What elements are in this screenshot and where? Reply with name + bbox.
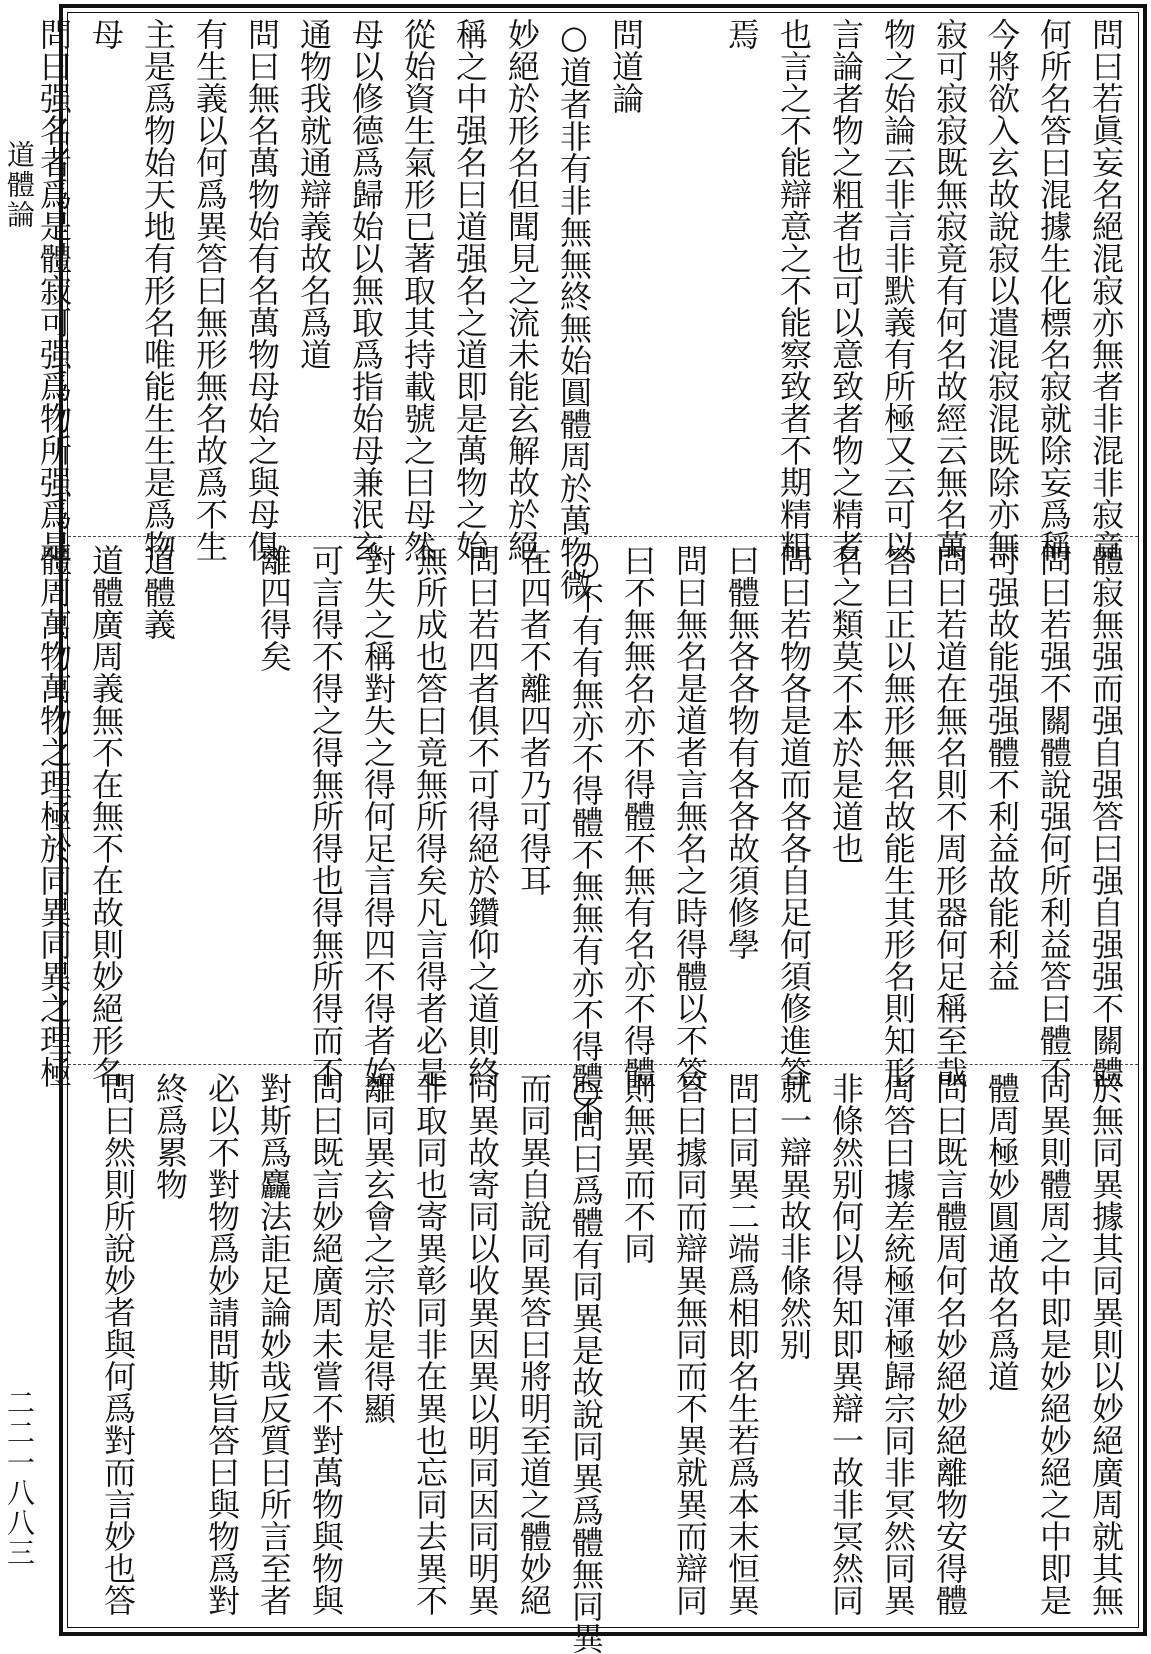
text-column: 同異故寄同以收異因異以明同因同明異 [463,1072,501,1616]
text-column: ○不有有無亦不得體不無無有亦不得體不 [567,544,605,1126]
text-column: 無所成也答曰竟無所得矣凡言得者必是 [411,544,449,1088]
text-column: ○問曰爲體有同異是故說同異爲體無同異 [567,1072,605,1654]
column-group-bottom [76,1072,1132,1654]
text-column: 同異則體周之中即是妙絕妙絕之中即是 [1035,1072,1073,1616]
text-column: 離四得矣 [255,544,293,672]
text-column: 體周萬物萬物之理極於同異同異之理極 [35,544,73,1088]
margin-page-number: 二二一八八三 [3,1388,36,1568]
text-column: 非條然别何以得知即異辯一故非冥然同 [827,1072,865,1616]
text-column: 問曰然則所說妙者與何爲對而言妙也答 [99,1072,137,1616]
text-column: 焉 [723,18,761,50]
text-column: 母以修德爲歸始以無取爲指始母兼泯玄 [347,18,385,562]
text-column: 道體廣周義無不在無不在故則妙絕形名 [87,544,125,1088]
text-column: 也言之不能辯意之不能察致者不期精粗 [775,18,813,562]
text-column: 通物我就通辯義故名爲道 [295,18,333,370]
chapter-heading: 問道論 [607,18,645,114]
text-column: 體寂無强而强自强答曰强自强强不關體 [1087,544,1125,1088]
text-column: 問曰無名萬物始有名萬物母始之與母俱 [243,18,281,562]
text-column: 有生義以何爲異答曰無形無名故爲不生 [191,18,229,562]
text-column: 問曰若四者俱不可得絕於鑽仰之道則終 [463,544,501,1088]
text-column: 母 [87,18,125,50]
text-column: 在四者不離四者乃可得耳 [515,544,553,896]
text-column: 可强故能强强體不利益故能利益 [983,544,1021,992]
text-column: 則無異而不同 [619,1072,657,1264]
text-column: 從始資生氣形已著取其持載號之曰母然 [399,18,437,562]
text-column: 問曰無名是道者言無名之時得體以不答 [671,544,709,1088]
text-column: 妙絕於形名但聞見之流未能玄解故於絕 [503,18,541,562]
text-column: 答曰正以無形無名故能生其形名則知形 [879,544,917,1088]
text-column: 問曰既言妙絕廣周未嘗不對萬物與物與 [307,1072,345,1616]
text-column: 就一辯異故非條然别 [775,1072,813,1360]
text-column: 問曰若物各是道而各各自足何須修進答 [775,544,813,1088]
text-column: 可言得不得之得無所得也得無所得而不 [307,544,345,1088]
text-column: 於無同異據其同異則以妙絕廣周就其無 [1087,1072,1125,1616]
text-column: 言論者物之粗者也可以意致者物之精者 [827,18,865,562]
text-column: 今將欲入玄故說寂以遣混寂混既除亦無 [983,18,1021,562]
text-column: 寂可寂寂既無寂竟有何名故經云無名萬 [931,18,969,562]
text-column: ○道者非有非無無終無始圓體周於萬物微 [555,18,593,600]
text-column: 名之類莫不本於是道也 [827,544,865,864]
text-column: 何所名答曰混據生化標名寂就除妄爲稱 [1035,18,1073,562]
text-column: 體周極妙圓通故名爲道 [983,1072,1021,1392]
text-column: 曰不無無名亦不得體不無有名亦不得體 [619,544,657,1088]
margin-book-title: 道體論 [3,140,36,230]
text-column: 終爲累物 [151,1072,189,1200]
text-section-middle [35,544,1132,1126]
text-column: 主是爲物始天地有形名唯能生生是爲物 [139,18,177,562]
text-column: 非取同也寄異彰同非在異也忘同去異不 [411,1072,449,1616]
text-column: 物之始論云非言非默義有所極又云可以 [879,18,917,562]
text-column: 稱之中强名曰道强名之道即是萬物之始 [451,18,489,562]
column-group-middle [35,544,1132,1126]
text-column: 答曰據同而辯異無同而不異就異而辯同 [671,1072,709,1616]
text-column: 問曰若道在無名則不周形器何足稱至哉 [931,544,969,1088]
text-column: 問曰强名者爲是體寂可强爲物所强爲是 [35,18,73,562]
text-column: 問曰若眞妄名絕混寂亦無者非混非寂竟 [1087,18,1125,562]
text-column: 必以不對物爲妙請問斯旨答曰與物爲對 [203,1072,241,1616]
text-column: 對斯爲麤法詎足論妙哉反質曰所言至者 [255,1072,293,1616]
text-column: 周答曰據差統極渾極歸宗同非冥然同異 [879,1072,917,1616]
chapter-heading: 道體義 [139,544,177,640]
text-column: 問曰同異二端爲相即名生若爲本末恒異 [723,1072,761,1616]
text-column: 對失之稱對失之得何足言得四不得者始 [359,544,397,1088]
text-column: 離同異玄會之宗於是得顯 [359,1072,397,1424]
text-column: 問曰若强不關體說强何所利益答曰體不 [1035,544,1073,1088]
text-column: 問曰既言體周何名妙絕妙絕離物安得體 [931,1072,969,1616]
text-column: 曰體無各各物有各各故須修學 [723,544,761,960]
text-column: 而同異自說同異答曰將明至道之體妙絕 [515,1072,553,1616]
text-section-bottom [76,1072,1132,1654]
